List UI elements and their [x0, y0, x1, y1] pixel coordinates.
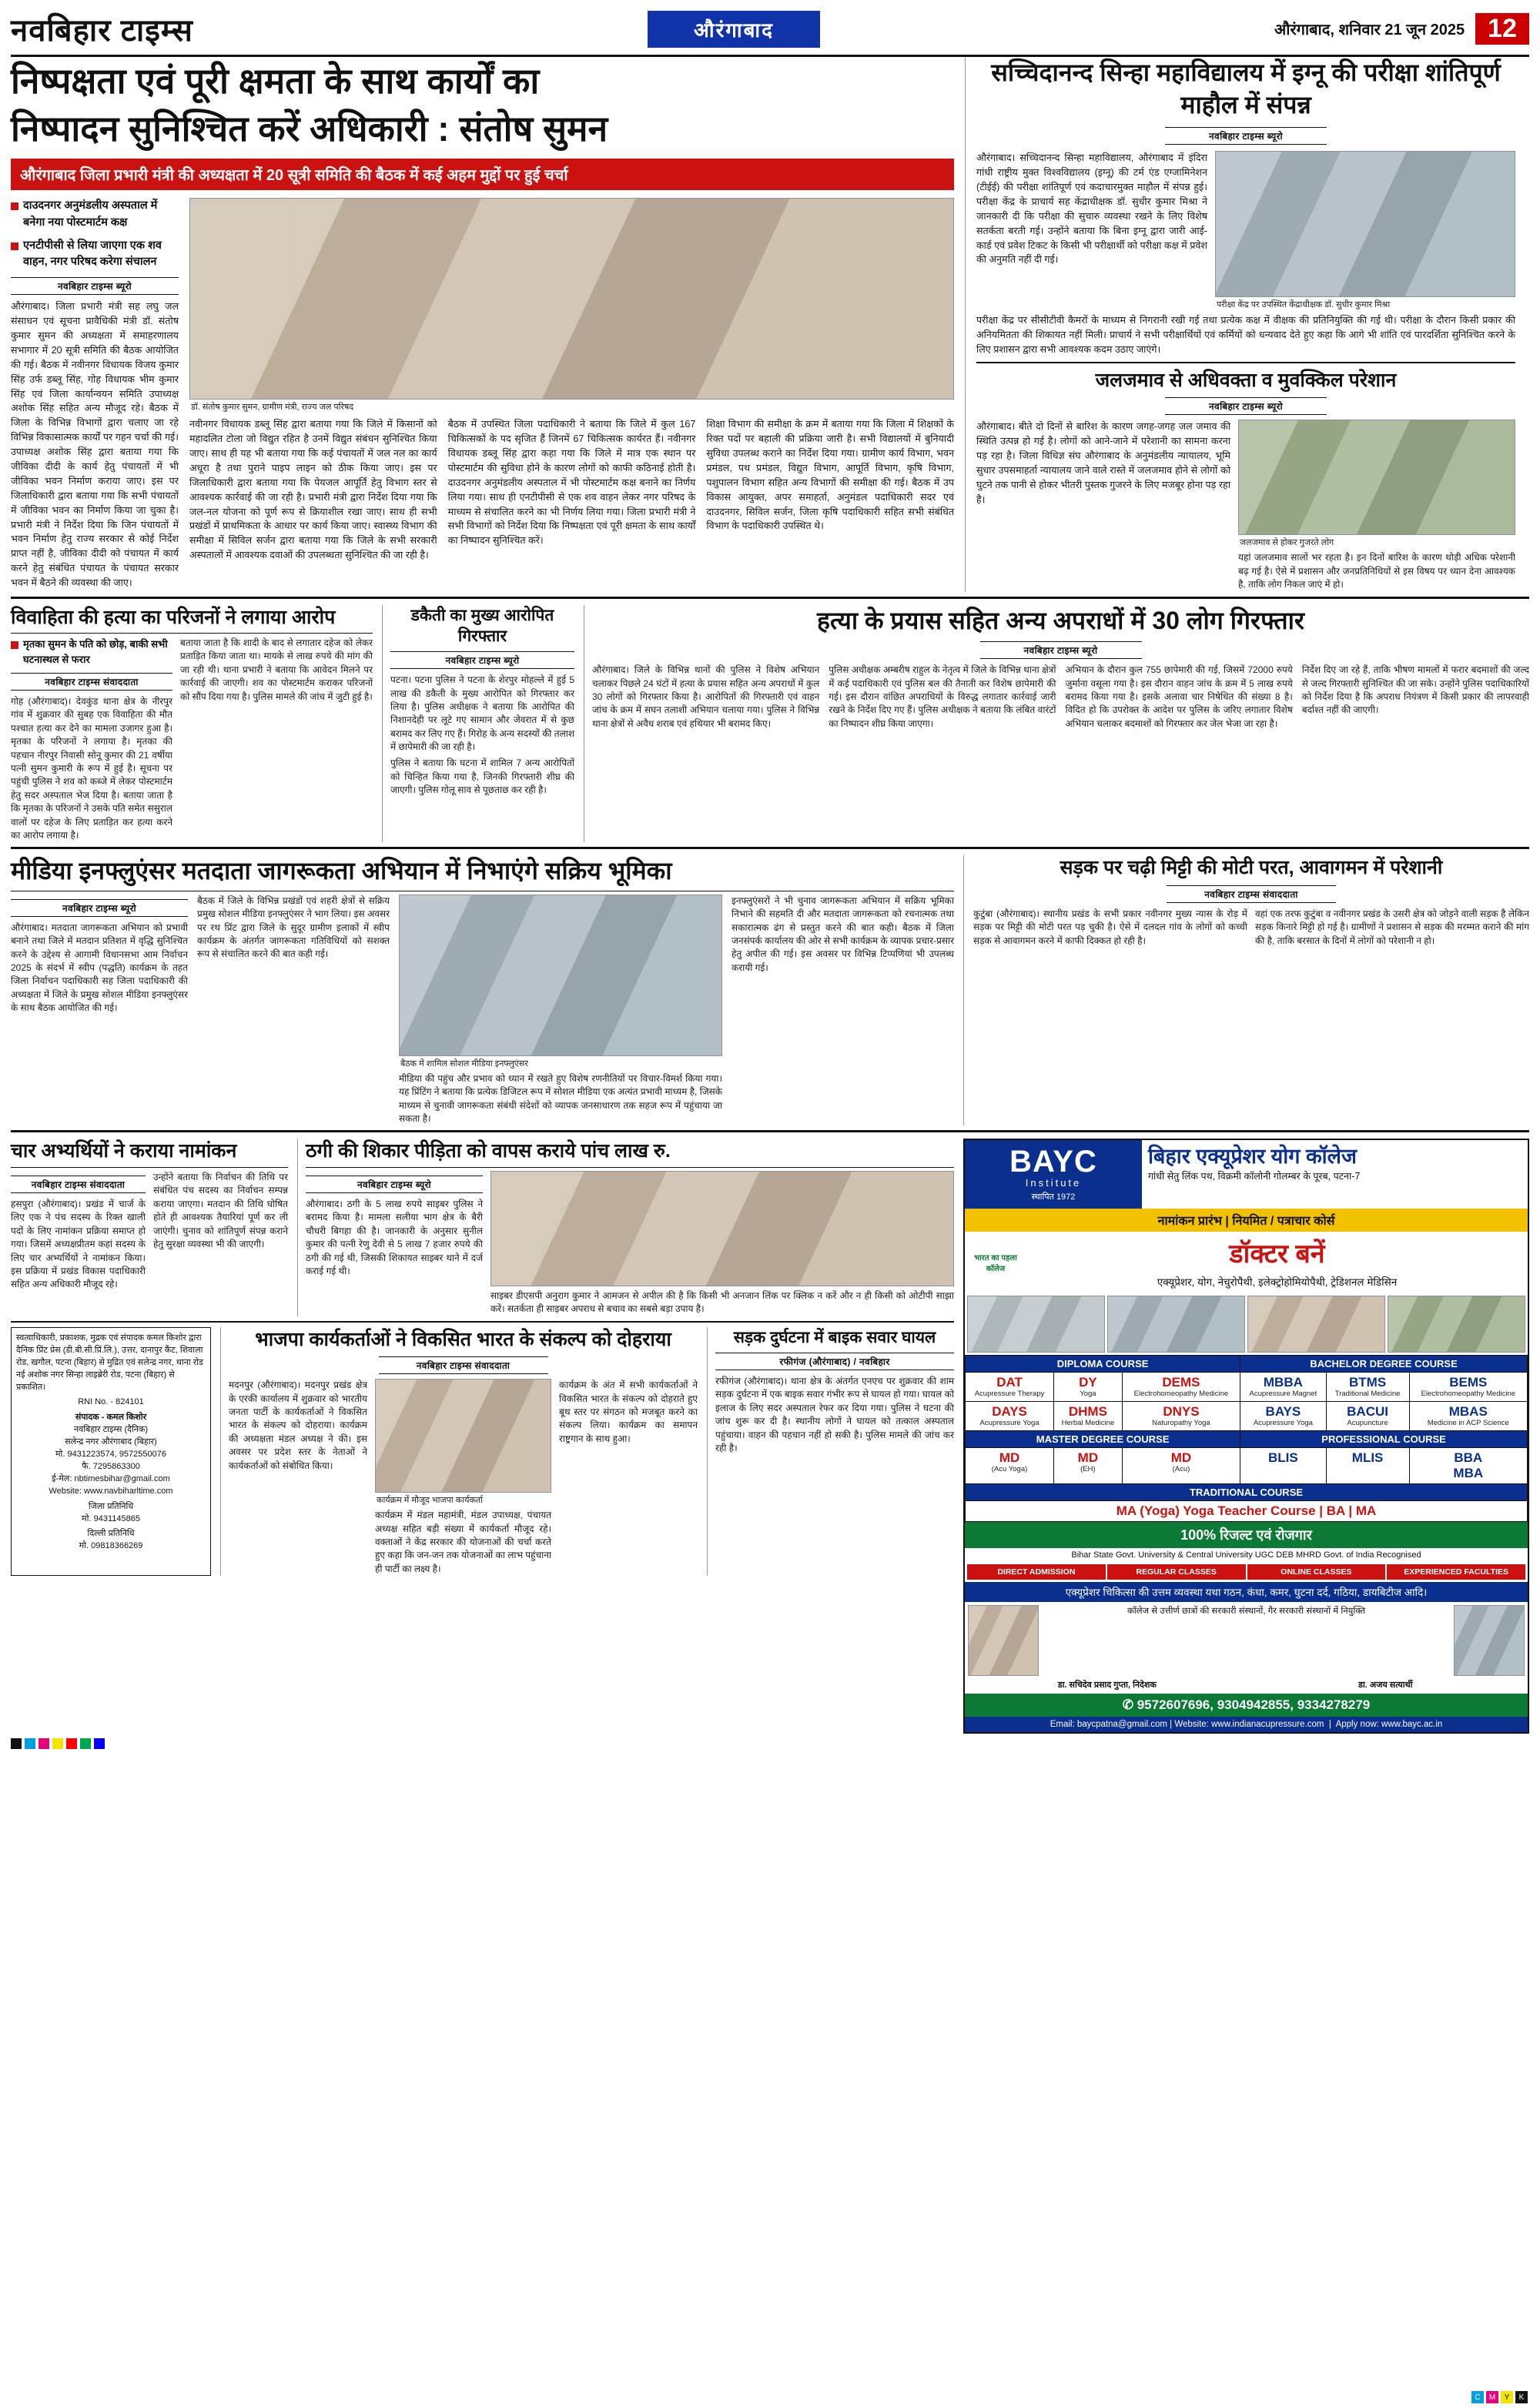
- right-column: [965, 57, 1515, 592]
- lead-bullets: [11, 198, 179, 590]
- lead-bullet-1: दाउदनगर अनुमंडलीय अस्पताल में बनेगा नया पोस्टमार्टम कक्ष: [23, 199, 158, 229]
- ad-campus-photo-4: [1388, 1296, 1525, 1353]
- nomination-byline: नवबिहार टाइम्स संवाददाता: [11, 1176, 146, 1193]
- lead-bullet-2: एनटीपीसी से लिया जाएगा एक शव वाहन, नगर परिषद करेगा संचालन: [23, 239, 162, 269]
- lead-byline: नवबिहार टाइम्स ब्यूरो: [11, 277, 179, 295]
- ad-professional-header: PROFESSIONAL COURSE: [1240, 1431, 1528, 1448]
- ad-course-code: DAYS: [992, 1404, 1027, 1420]
- ad-traditional-header: TRADITIONAL COURSE: [966, 1484, 1528, 1501]
- imprint-delhi-mobile: मो. 09818366269: [79, 1540, 143, 1550]
- ad-course-code: MBA: [1453, 1466, 1484, 1481]
- lead-body-col3: बैठक में उपस्थित जिला पदाधिकारी ने बताया कि जिले में कुल 167 चिकित्सकों के पद सृजित हैं जिनमें 67 चिकित्सक कार्यरत हैं। नवीनगर विधायक डब्लू सिंह द्वारा कहा गया कि जिले में मात्र एक स्थान पर पोस्टमार्टम की सुविधा होने के कारण लोगों को काफी कठिनाई होती है। दाउदनगर अनुमंडलीय अस्पताल में भी पोस्टमार्टम कक्ष बनाने का निर्णय लिया गया। साथ ही एनटीपीसी से एक शव वाहन लेकर नगर परिषद के माध्यम से संचालित करने का भी निर्णय लिया गया। जिला प्रभारी मंत्री ने सभी विभागों को निर्देश दिया कि निष्पक्षता एवं पूरी क्षमता के साथ कार्यों का निष्पादन सुनिश्चित करें।: [447, 419, 696, 547]
- top-section: [11, 57, 1529, 592]
- article-influencer: [11, 855, 954, 1125]
- ignou-photo: [1215, 151, 1515, 297]
- ad-course-desc: Electrohomeopathy Medicine: [1421, 1390, 1516, 1399]
- ad-course-code: MD: [1170, 1450, 1192, 1466]
- bjp-photo-caption: कार्यक्रम में मौजूद भाजपा कार्यकर्ता: [377, 1496, 484, 1506]
- fraud-byline: नवबिहार टाइम्स ब्यूरो: [306, 1176, 483, 1193]
- imprint-rni: RNI No. - 824101: [78, 1397, 144, 1407]
- ad-course-code: MBBA: [1263, 1375, 1303, 1390]
- fraud-photo: [490, 1171, 954, 1286]
- ad-course-desc: Acupressure Yoga: [979, 1419, 1040, 1428]
- ad-course-code: DY: [1079, 1375, 1097, 1390]
- article-vivahita: [11, 605, 373, 843]
- influencer-headline: मीडिया इनफ्लुएंसर मतदाता जागरूकता अभियान में निभाएंगे सक्रिय भूमिका: [11, 857, 672, 885]
- bottom-left-block: [11, 1139, 954, 1734]
- influencer-byline: नवबिहार टाइम्स ब्यूरो: [11, 899, 188, 917]
- ad-course-table: [965, 1355, 1528, 1522]
- phone-icon: ✆: [1122, 1697, 1133, 1713]
- ignou-byline: नवबिहार टाइम्स ब्यूरो: [1165, 127, 1327, 145]
- row-crime: [11, 605, 1529, 843]
- ad-course-code: BLIS: [1268, 1450, 1298, 1466]
- dakaiti-headline: डकैती का मुख्य आरोपित गिरफ्तार: [410, 606, 554, 645]
- fraud-body-col2: साइबर डीएसपी अनुराग कुमार ने आमजन से अपील की है कि किसी भी अनजान लिंक पर क्लिक न करें और न ही किसी को ओटीपी साझा करें। सतर्कता ही साइबर अपराध से बचाव का सबसे बड़ा उपाय है।: [490, 1289, 954, 1315]
- ad-button-experienced-faculties[interactable]: EXPERIENCED FACULTIES: [1387, 1564, 1525, 1580]
- ignou-body-col1: औरंगाबाद। सच्चिदानन्द सिन्हा महाविद्यालय, औरंगाबाद में इंदिरा गांधी राष्ट्रीय मुक्त विश्वविद्यालय (इग्नू) की टर्म एंड एग्जामिनेशन (टीईई) की परीक्षा शांतिपूर्ण एवं कदाचारमुक्त माहौल में संपन्न हुई। परीक्षा केंद्र के प्राचार्य सह केंद्राधीक्षक डॉ. सुधीर कुमार मिश्रा ने जानकारी दी कि परीक्षा की सुचारु व्यवस्था रखने के लिए विशेष सतर्कता बरती गई। उन्होंने बताया कि बिना इग्नू द्वारा जारी आई-कार्ड एवं प्रवेश टिकट के किसी भी परीक्षार्थी को परीक्षा कक्ष में प्रवेश की अनुमति नहीं दी गई।: [976, 152, 1207, 266]
- ad-course-desc: Traditional Medicine: [1334, 1390, 1401, 1399]
- imprint-district-rep: जिला प्रतिनिधि: [88, 1501, 134, 1511]
- bjp-body-col3: कार्यक्रम के अंत में सभी कार्यकर्ताओं ने विकसित भारत के संकल्प को दोहराते हुए बूथ स्तर पर संगठन को मजबूत करने का संकल्प लिया। कार्यक्रम का समापन राष्ट्रगान के साथ हुआ।: [559, 1380, 698, 1444]
- ad-apply-link[interactable]: Apply now: www.bayc.ac.in: [1335, 1720, 1443, 1730]
- arrests-body-col4: निर्देश दिए जा रहे हैं, ताकि भीषण मामलों में फरार बदमाशों की जल्द से जल्द गिरफ्तारी सुनिश्चित की जा सके। उन्होंने पुलिस पदाधिकारियों को निर्देश दिया है कि अपराध नियंत्रण में किसी प्रकार की लापरवाही बर्दाश्त नहीं की जाएगी।: [1301, 664, 1529, 716]
- ad-established: स्थापित 1972: [1031, 1192, 1076, 1202]
- fraud-body-col1: औरंगाबाद। ठगी के 5 लाख रुपये साइबर पुलिस ने बरामद किया है। मामला सलीया भाग क्षेत्र के बैरी चौधरी बिगहा की है। जानकारी के अनुसार सुनील कुमार की पत्नी रेणु देवी से 5 लाख 7 हजार रुपये की ठगी की गई थी, जिसकी शिकायत साइबर थाने में दर्ज कराई गई थी।: [306, 1198, 483, 1276]
- waterlog-headline: जलजमाव से अधिवक्ता व मुवक्किल परेशान: [1095, 369, 1397, 391]
- ad-course-code: BBA: [1454, 1450, 1483, 1466]
- ad-course-desc: Naturopathy Yoga: [1152, 1419, 1210, 1428]
- imprint-address: सलेन्द्र नगर औरंगाबाद (बिहार): [65, 1437, 157, 1447]
- ad-traditional-courses: MA (Yoga) Yoga Teacher Course | BA | MA: [1116, 1503, 1377, 1519]
- imprint-website: Website: www.navbiharltime.com: [49, 1487, 173, 1497]
- ad-button-online-classes[interactable]: ONLINE CLASSES: [1247, 1564, 1386, 1580]
- edition-city-badge: औरंगाबाद: [648, 11, 820, 48]
- accident-body: रफीगंज (औरंगाबाद)। थाना क्षेत्र के अंतर्गत एनएच पर शुक्रवार की शाम सड़क दुर्घटना में एक बाइक सवार गंभीर रूप से घायल हो गया। घायल को इलाज के लिए सदर अस्पताल रेफर कर दिया गया। पुलिस ने घटना की जांच शुरू कर दी है। स्थानीय लोगों ने घायल को तत्काल अस्पताल पहुंचाया। वाहन की पहचान नहीं हो सकी है। पुलिस मामले की जांच कर रही है।: [715, 1376, 954, 1454]
- article-dakaiti: [382, 605, 574, 843]
- bjp-byline: नवबिहार टाइम्स संवाददाता: [379, 1356, 548, 1374]
- ad-course-code: MD: [1077, 1450, 1099, 1466]
- ad-course-code: BEMS: [1449, 1375, 1488, 1390]
- lead-photo-caption: डॉ. संतोष कुमार सुमन, ग्रामीण मंत्री, राज्य जल परिषद: [191, 403, 354, 413]
- ad-course-desc: Herbal Medicine: [1061, 1419, 1115, 1428]
- article-road-mud: [963, 855, 1529, 1125]
- ad-master-header: MASTER DEGREE COURSE: [966, 1431, 1240, 1448]
- article-accident: [707, 1327, 954, 1576]
- arrests-body-col3: अभियान के दौरान कुल 755 छापेमारी की गई, जिसमें 72000 रुपये जुर्माना वसूला गया है। इस दौरान वाहन जांच के क्रम में 5 लाख रुपये बरामद किया गया है। इसके अलावा चार निषेधित की संख्या 8 है। विदित हो कि उपरोक्त के आदेश पर पुलिस के जरिए लगातार विशेष अभियान चलाकर बदमाशों को गिरफ्तार कर जेल भेजा जा रहा है।: [1065, 664, 1293, 729]
- ad-course-code: BAYS: [1265, 1404, 1301, 1420]
- ad-course-code: BTMS: [1349, 1375, 1387, 1390]
- ad-badge: भारत का पहला कॉलेज: [974, 1254, 1017, 1274]
- lead-body-col4: शिक्षा विभाग की समीक्षा के क्रम में बताया गया कि जिला में शिक्षकों के रिक्त पदों पर बहाली की प्रक्रिया जारी है। सभी विद्यालयों में बुनियादी सुविधा उपलब्ध कराने का निर्देश दिया गया। ग्रामीण कार्य विभाग, भवन प्रमंडल, पथ प्रमंडल, विद्युत विभाग, आपूर्ति विभाग, कृषि विभाग, पशुपालन विभाग सहित अन्य विभागों की समीक्षा की गई। बैठक में उप विकास आयुक्त, अपर समाहर्ता, अनुमंडल पदाधिकारी सदर एवं दाउदनगर, सिविल सर्जन, जिला कृषि पदाधिकारी सहित सभी संबंधित विभाग के पदाधिकारी उपस्थित थे।: [706, 419, 955, 532]
- lead-headline-line2: निष्पादन सुनिश्चित करें अधिकारी : संतोष सुमन: [11, 109, 608, 149]
- fraud-headline: ठगी की शिकार पीड़िता को वापस कराये पांच लाख रु.: [306, 1140, 671, 1162]
- lead-article: [11, 57, 954, 592]
- imprint-district-mobile: मो. 9431145865: [82, 1513, 140, 1523]
- imprint-delhi-rep: दिल्ली प्रतिनिधि: [87, 1528, 135, 1538]
- cmyk-m: M: [1486, 2391, 1498, 2403]
- cmyk-y: Y: [1501, 2391, 1513, 2403]
- color-swatch: [80, 1738, 91, 1749]
- bullet-square-icon: [11, 641, 18, 649]
- ad-campus-photo-1: [967, 1296, 1105, 1353]
- imprint-email: ई-मेल: nbtimesbihar@gmail.com: [52, 1474, 170, 1484]
- bullet-square-icon: [11, 202, 18, 210]
- influencer-photo: [399, 895, 722, 1056]
- ad-course-desc: Acupuncture: [1347, 1419, 1388, 1428]
- vivahita-headline: विवाहिता की हत्या का परिजनों ने लगाया आरोप: [11, 606, 336, 628]
- roadmud-byline: नवबिहार टाइम्स संवाददाता: [1167, 885, 1336, 903]
- ad-course-desc: Acupressure Yoga: [1253, 1419, 1313, 1428]
- ad-person-name-right: डा. अजय सत्यार्थी: [1358, 1681, 1413, 1691]
- ad-course-desc: (EH): [1080, 1465, 1096, 1474]
- vivahita-body-col2: बताया जाता है कि शादी के बाद से लगातार दहेज को लेकर प्रताड़ित किया जाता था। मायके से लाख रुपये की मांग की जा रही थी। थाना प्रभारी ने बताया कि आवेदन मिलने पर कार्रवाई की जाएगी। शव का पोस्टमार्टम कराकर परिजनों को सौंप दिया गया है। पुलिस मामले की जांच में जुटी हुई है।: [180, 637, 373, 702]
- article-bjp: [220, 1327, 698, 1576]
- ad-diploma-header: DIPLOMA COURSE: [966, 1356, 1240, 1373]
- nomination-headline: चार अभ्यर्थियों ने कराया नामांकन: [11, 1140, 237, 1162]
- ad-brand-sub: Institute: [1025, 1177, 1082, 1189]
- bjp-headline: भाजपा कार्यकर्ताओं ने विकसित भारत के संकल्प को दोहराया: [255, 1328, 671, 1350]
- advertisement-bayc[interactable]: BAYC Institute स्थापित 1972 बिहार एक्यूप्रेशर योग कॉलेज गांधी सेतु लिंक पथ, विक्रमी कॉलोनी गोलम्बर के पूरब, पटना-7 नामांकन प्रारंभ | नियमित / पत्राचार कोर्स भारत का पहला कॉलेज डॉक्टर बनें एक्यूप्रेशर, योग, नेचुरोपैथी, इलेक्ट्रोहोमियोपैथी, ट्रेडिशनल मेडिसिन DIPLOMA COURSE BACHELOR DEGREE COURSE DAT Acupressure Therapy DY Yoga DEMS Electrohomeopathy Medicine MBBA Acupressure Magnet BTMS Traditional Medicine BEMS Electrohomeopathy Medicine DAYS Acupressure Yoga DHMS Herbal Medicine DNYS Naturopathy Yoga BAYS Acupressure Yoga BACUI Acupuncture MBAS Medicine in ACP Science MASTER DEGREE COURSE PROFESSIONAL COURSE MD (Acu Yoga) MD (EH) MD (Acu) BLIS MLIS BBA MBA TRADITIONAL COURSE MA (Yoga) Yoga Teacher Course | BA | MA 100% रिजल्ट एवं रोजगार Bihar State Govt. University & Central University UGC DEB MHRD Govt. of India Recognised DIRECT ADMISSION REGULAR CLASSES ONLINE CLASSES EXPERIENCED FACULTIES एक्यूप्रेशर चिकित्सा की उत्तम व्यवस्था यथा गठन, कंधा, कमर, घुटना दर्द, गठिया, डायबिटीज आदि। कॉलेज से उत्तीर्ण छात्रों की सरकारी संस्थानों, गैर सरकारी संस्थानों में नियुक्ति डा. सचिदेव प्रसाद गुप्ता, निदेशक डा. अजय सत्यार्थी ✆ 9572607696, 9304942855, 9334278279 Email: baycpatna@gmail.com | Website: www.indianacupressure.com | Apply now: www.bayc.ac.in: [963, 1139, 1529, 1734]
- color-swatch: [38, 1738, 49, 1749]
- ad-course-code: MLIS: [1351, 1450, 1384, 1466]
- lead-subheadline-bar: औरंगाबाद जिला प्रभारी मंत्री की अध्यक्षता में 20 सूत्री समिति की बैठक में कई अहम मुद्दों पर हुई चर्चा: [11, 159, 954, 190]
- bjp-body-col1: मदनपुर (औरंगाबाद)। मदनपुर प्रखंड क्षेत्र के एरकी कार्यालय में शुक्रवार को भारतीय जनता पार्टी के कार्यकर्ताओं ने विकसित भारत के संकल्प को दोहराया। कार्यक्रम की अध्यक्षता मंडल अध्यक्ष ने की। इस अवसर पर प्रदेश स्तर के नेताओं ने कार्यकर्ताओं को संबोधित किया।: [229, 1380, 367, 1471]
- ad-title-hindi: बिहार एक्यूप्रेशर योग कॉलेज: [1148, 1145, 1358, 1169]
- waterlog-body-col1: औरंगाबाद। बीते दो दिनों से बारिश के कारण जगह-जगह जल जमाव की स्थिति उत्पन्न हो गई है। लोगों को आने-जाने में परेशानी का सामना करना पड़ रहा है। जिला विधिज्ञ संघ औरंगाबाद के अनुमंडलीय न्यायालय, भूमि सुधार उपसमाहर्ता न्यायालय जाने वाले रास्ते में जलजमाव होने से लोगों को घुटने तक पानी से होकर भीतरी पुस्तक गुजरने के लिए मजबूर होना पड़ रहा है।: [976, 421, 1230, 505]
- masthead-right: [1274, 13, 1529, 45]
- influencer-body-col3: मीडिया की पहुंच और प्रभाव को ध्यान में रखते हुए विशेष रणनीतियों पर विचार-विमर्श किया गया। यह प्रिंटिंग ने बताया कि प्रत्येक डिजिटल रूप में सोशल मीडिया एक अत्यंत प्रभावी माध्यम है, जिसके माध्यम से चुनावी जागरूकता संबंधी संदेशों को व्यापक जनसाधारण तक सहज रूप में पहुंचाया जा सकता है।: [399, 1072, 722, 1125]
- ad-admission-strip: नामांकन प्रारंभ | नियमित / पत्राचार कोर्स: [965, 1209, 1528, 1232]
- ad-course-desc: Acupressure Magnet: [1249, 1390, 1317, 1399]
- ad-course-code: DAT: [996, 1375, 1023, 1390]
- bjp-body-col2: कार्यक्रम में मंडल महामंत्री, मंडल उपाध्यक्ष, पंचायत अध्यक्ष सहित बड़ी संख्या में कार्यकर्ता मौजूद रहे। वक्ताओं ने केंद्र सरकार की योजनाओं की चर्चा करते हुए कहा कि जन-जन तक योजनाओं का लाभ पहुंचाना ही पार्टी का लक्ष्य है।: [375, 1510, 551, 1574]
- imprint-box: [11, 1327, 211, 1576]
- ad-courses-line: एक्यूप्रेशर, योग, नेचुरोपैथी, इलेक्ट्रोहोमियोपैथी, ट्रेडिशनल मेडिसिन: [1157, 1276, 1398, 1289]
- ad-brand: BAYC: [1009, 1145, 1097, 1179]
- ad-person-photo-left: [968, 1605, 1039, 1676]
- bjp-photo: [375, 1379, 551, 1493]
- ad-doctor-line: डॉक्टर बनें: [1229, 1239, 1325, 1269]
- dakaiti-body-col2: पुलिस ने बताया कि घटना में शामिल 7 अन्य आरोपितों को चिन्हित किया गया है, जिनकी गिरफ्तारी शीघ्र की जाएगी। पुलिस गोलू साव से पूछताछ कर रही है।: [390, 758, 574, 796]
- imprint-mobile: मो. 9431223574, 9572550076: [55, 1450, 166, 1460]
- cmyk-marks: [1471, 2391, 1528, 2403]
- vivahita-body-col1: गोह (औरंगाबाद)। देवकुंड थाना क्षेत्र के नीरपुर गांव में शुक्रवार की सुबह एक विवाहिता की मौत पश्चात हत्या कर देने का मामला उजागर हुआ है। मृतका के परिजनों ने लगाया है। मृतका की पहचान नीरपुर निवासी सोनू कुमार की 21 वर्षीया पत्नी सुमन कुमारी के रूप में हुई है। सूचना पर पहुंची पुलिस ने शव को कब्जे में लेकर पोस्टमार्टम हेतु सदर अस्पताल भेज दिया है। बताया जाता है कि मृतका के परिजनों ने उसके पति समेत ससुराल वालों पर दहेज के लिए प्रताड़ित कर हत्या करने का आरोप लगाया है।: [11, 696, 172, 841]
- dakaiti-byline: नवबिहार टाइम्स ब्यूरो: [390, 651, 574, 669]
- ad-course-desc: Medicine in ACP Science: [1427, 1419, 1509, 1428]
- imprint-fax: फै. 7295863300: [82, 1462, 140, 1472]
- ad-course-desc: Electrohomeopathy Medicine: [1133, 1390, 1229, 1399]
- ad-course-desc: (Acu Yoga): [991, 1465, 1028, 1474]
- ad-logo: [965, 1140, 1142, 1209]
- dakaiti-body-col1: पटना। पटना पुलिस ने पटना के शेरपुर मोहल्ले में हुई 5 लाख की डकैती के मुख्य आरोपित को गिरफ्तार कर लिया है। पुलिस अधीक्षक ने बताया कि आरोपित की निशानदेही पर लूटे गए सामान और जेवरात में से कुछ बरामद कर लिए गए हैं। गिरोह के अन्य सदस्यों की तलाश में छापेमारी की जा रही है।: [390, 674, 574, 753]
- color-swatch: [66, 1738, 77, 1749]
- ad-course-code: BACUI: [1347, 1404, 1388, 1420]
- cmyk-k: K: [1515, 2391, 1528, 2403]
- ignou-photo-caption: परीक्षा केंद्र पर उपस्थित केंद्राधीक्षक डॉ. सुधीर कुमार मिश्रा: [1217, 300, 1391, 310]
- publication-title: नवबिहार टाइम्स: [11, 14, 193, 48]
- row-influencer: [11, 855, 1529, 1125]
- ad-button-direct-admission[interactable]: DIRECT ADMISSION: [967, 1564, 1106, 1580]
- arrests-headline: हत्या के प्रयास सहित अन्य अपराधों में 30 लोग गिरफ्तार: [817, 606, 1304, 634]
- waterlog-body-col2: यहां जलजमाव सालों भर रहता है। इन दिनों बारिश के कारण थोड़ी अधिक परेशानी बढ़ गई है। ऐसे में प्रशासन और जनप्रतिनिधियों से इस विषय पर ध्यान देना आवश्यक है, ताकि लोग निकल जाएं में हो।: [1238, 552, 1515, 590]
- ad-course-code: MD: [999, 1450, 1020, 1466]
- ad-result-line: 100% रिजल्ट एवं रोजगार: [965, 1522, 1528, 1548]
- issue-date: औरंगाबाद, शनिवार 21 जून 2025: [1274, 21, 1465, 38]
- lead-body-col2: नवीनगर विधायक डब्लू सिंह द्वारा बताया गया कि जिले में किसानों को महादलित टोला जो विद्युत रहित है उनमें विद्युत संबंधन सुनिश्चित किया जाए। साथ ही यह भी बताया गया कि कई पंचायतों में जल नल का कार्य अधूरा है तथा पुराने पाइप लाइन को ठीक किया जाए। इस पर जिलाधिकारी द्वारा बताया गया कि पेयजल आपूर्ति हेतु विभाग स्तर से आवश्यक कार्रवाई की जा रही है। प्रभारी मंत्री द्वारा निर्देश दिया गया कि जल-नल योजना को पूर्ण रूप से क्रियाशील रखा जाए। साथ ही सभी प्रखंडों में प्राथमिकता के आधार पर कार्य किया जाए। स्वास्थ्य विभाग की समीक्षा में सिविल सर्जन द्वारा बताया गया कि जिले के सभी सरकारी अस्पतालों में आवश्यक दवाओं की उपलब्धता सुनिश्चित की जा रही है।: [189, 419, 437, 561]
- bullet-square-icon: [11, 242, 18, 250]
- ignou-headline: सच्चिदानन्द सिन्हा महाविद्यालय में इग्नू की परीक्षा शांतिपूर्ण माहौल में संपन्न: [991, 59, 1501, 119]
- ignou-body-col2: परीक्षा केंद्र पर सीसीटीवी कैमरों के माध्यम से निगरानी रखी गई तथा प्रत्येक कक्ष में वीक्षक की प्रतिनियुक्ति की गई थी। परीक्षा के दौरान किसी प्रकार की अनियमितता की शिकायत नहीं मिली। प्राचार्य ने सभी परीक्षार्थियों एवं कर्मियों को धन्यवाद देते हुए कहा कि आगे भी शांति एवं पारदर्शिता सुनिश्चित करने के लिए प्रशासन द्वारा सभी आवश्यक कदम उठाए जाएंगे।: [976, 315, 1515, 355]
- ad-course-desc: Yoga: [1080, 1390, 1096, 1399]
- ad-bachelor-header: BACHELOR DEGREE COURSE: [1240, 1356, 1528, 1373]
- ad-course-code: DNYS: [1163, 1404, 1200, 1420]
- article-fraud: [297, 1139, 954, 1316]
- imprint-line-1: स्वत्वाधिकारी, प्रकाशक, मुद्रक एवं संपादक कमल किशोर द्वारा दैनिक प्रिंट प्रेस (डी.बी.सी.प्रिं.लि.), उत्तर, दानापुर कैंट, शिवाला रोड, खगौल, पटना (बिहार) से मुद्रित एवं सलेन्द्र नगर, थाना रोड नई अशोक नगर सिन्हा लाइब्रेरी रोड, पटना (बिहार) से प्रकाशित।: [16, 1333, 204, 1392]
- waterlog-byline: नवबिहार टाइम्स ब्यूरो: [1165, 397, 1327, 415]
- ad-email-website[interactable]: Email: baycpatna@gmail.com | Website: www.indianacupressure.com: [1050, 1720, 1324, 1730]
- ad-course-code: DHMS: [1068, 1404, 1107, 1420]
- lead-body-col1: औरंगाबाद। जिला प्रभारी मंत्री सह लघु जल संसाधन एवं सूचना प्रावैधिकी मंत्री डॉ. संतोष कुमार सुमन की अध्यक्षता में समाहरणालय सभागार में 20 सूत्री समिति की बैठक आयोजित की गई। बैठक में नवीनगर विधायक विजय कुमार सिंह उर्फ डब्लू सिंह, गोह विधायक भीम कुमार सिंह एवं जिला कार्यान्वयन समिति उपाध्यक्ष अशोक सिंह सहित अन्य मौजूद रहे। बैठक में जिला के विभिन्न विभागों द्वारा चलाए जा रहे विभिन्न विकासात्मक कार्यों पर गहन चर्चा की गई। उपाध्यक्ष अशोक सिंह द्वारा बताया गया कि जीविका दीदी के कार्य हेतु पंचायतों में भी जीविका भवन निर्माण कराया जाए। इस पर जिलाधिकारी द्वारा बताया गया कि सभी पंचायतों में जीविका भवन का निर्माण किया जा चुका है। प्रभारी मंत्री ने निर्देश दिया कि जिन पंचायतों में भवन निर्माण हेतु राज्य सरकार से कोई निर्देश प्राप्त नहीं है, जीविका दीदी को पंचायत में कार्य करने हेतु संबंधित पंचायत के पंचायत सरकार भवन में बैठने की व्यवस्था की जाए।: [11, 301, 179, 589]
- ad-feature-buttons: [965, 1562, 1528, 1582]
- nomination-body-col1: हसपुरा (औरंगाबाद)। प्रखंड में चार्ज के लिए एक ने पंच सदस्य के रिक्त खाली पदों के लिए नामांकन प्रक्रिया समाप्त हो गया। जिसमें अध्यक्षप्रीतम कहां सदस्य के लिए चार अभ्यर्थियों ने नामांकन किया। इस प्रक्रिया में प्रखंड विकास पदाधिकारी सहित अन्य अधिकारी मौजूद रहे।: [11, 1198, 146, 1290]
- arrests-body-col2: पुलिस अधीक्षक अम्बरीष राहुल के नेतृत्व में जिले के विभिन्न थाना क्षेत्रों में कई पदाधिकारी एवं पुलिस बल की तैनाती कर विशेष छापेमारी की गई। इस दौरान वांछित अपराधियों के विरुद्ध लगातार कार्रवाई जारी रखने के निर्देश दिए गए हैं। पुलिस अधीक्षक ने बताया कि लंबित वारंटों का निष्पादन शीघ्र किया जाएगा।: [829, 664, 1056, 729]
- nomination-body-col2: उन्होंने बताया कि निर्वाचन की तिथि पर संबंधित पंच सदस्य का निर्वाचन सम्पन्न कराया जाएगा। मतदान की तिथि घोषित होते ही आवश्यक तैयारियां पूर्ण कर ली जाएंगी। चुनाव को शांतिपूर्ण संपन्न कराने हेतु सुरक्षा व्यवस्था भी की जाएगी।: [153, 1171, 288, 1249]
- color-swatch: [11, 1738, 22, 1749]
- color-swatch: [52, 1738, 63, 1749]
- masthead: [11, 8, 1529, 57]
- influencer-body-col4: इनफ्लुएंसरों ने भी चुनाव जागरूकता अभियान में सक्रिय भूमिका निभाने की सहमति दी और मतदाता जागरूकता को रचनात्मक तथा सकारात्मक ढंग से प्रस्तुत करने की बात कही। बैठक में जिला जनसंपर्क कार्यालय की ओर से सभी कार्यक्रम के व्यापक प्रचार-प्रसार हेतु अपील की गई। इस अवसर पर विभिन्न टिप्पणियां भी उपलब्ध करायी गई।: [732, 895, 954, 973]
- ad-recognition: Bihar State Govt. University & Central University UGC DEB MHRD Govt. of India Recognised: [1071, 1550, 1421, 1560]
- influencer-body-col1: औरंगाबाद। मतदाता जागरूकता अभियान को प्रभावी बनाने तथा जिले में मतदान प्रतिशत में वृद्धि सुनिश्चित करने के उद्देश्य से आगामी विधानसभा आम निर्वाचन 2025 के संदर्भ में स्वीप (पद्धति) कार्यक्रम के तहत जिला निर्वाचन पदाधिकारी सह जिला पदाधिकारी की अध्यक्षता में जिले के प्रमुख सोशल मीडिया इनफ्लुएंसर के साथ बैठक आयोजित की गई।: [11, 921, 188, 1014]
- accident-byline: रफीगंज (औरंगाबाद) / नवबिहार: [715, 1353, 954, 1370]
- influencer-photo-caption: बैठक में शामिल सोशल मीडिया इनफ्लुएंसर: [400, 1059, 528, 1069]
- waterlog-photo-caption: जलजमाव से होकर गुजरते लोग: [1240, 538, 1334, 548]
- article-nomination: [11, 1139, 288, 1316]
- vivahita-bullet: मृतका सुमन के पति को छोड़, बाकी सभी घटनास्थल से फरार: [23, 638, 168, 665]
- ad-person-photo-right: [1454, 1605, 1525, 1676]
- ad-address: गांधी सेतु लिंक पथ, विक्रमी कॉलोनी गोलम्बर के पूरब, पटना-7: [1148, 1170, 1361, 1182]
- article-arrests: [584, 605, 1529, 843]
- ad-phones[interactable]: 9572607696, 9304942855, 9334278279: [1137, 1697, 1371, 1713]
- ad-treatment-note: एक्यूप्रेशर चिकित्सा की उत्तम व्यवस्था यथा गठन, कंधा, कमर, घुटना दर्द, गठिया, डायबिटीज आदि।: [965, 1582, 1528, 1602]
- imprint-paper: नवबिहार टाइम्स (दैनिक): [73, 1425, 149, 1435]
- ad-campus-photo-2: [1107, 1296, 1245, 1353]
- ad-button-regular-classes[interactable]: REGULAR CLASSES: [1107, 1564, 1246, 1580]
- cmyk-c: C: [1471, 2391, 1484, 2403]
- row-bottom: [11, 1139, 1529, 1734]
- arrests-body-col1: औरंगाबाद। जिले के विभिन्न थानों की पुलिस ने विशेष अभियान चलाकर पिछले 24 घंटों में हत्या के प्रयास सहित अन्य अपराधों में कुल 30 लोगों को गिरफ्तार किया है। आरोपितों की गिरफ्तारी एवं वाहन जांच के क्रम में सघन तलाशी अभियान चलाया गया। पुलिस ने विभिन्न थाना क्षेत्रों से अवैध शराब एवं हथियार भी बरामद किए।: [592, 664, 820, 729]
- lead-headline-line1: निष्पक्षता एवं पूरी क्षमता के साथ कार्यों का: [11, 61, 540, 101]
- roadmud-headline: सड़क पर चढ़ी मिट्टी की मोटी परत, आवागमन में परेशानी: [1060, 857, 1443, 879]
- roadmud-body-col1: कुटुंबा (औरंगाबाद)। स्थानीय प्रखंड के सभी प्रकार नवीनगर मुख्य न्यास के रोड़ में सड़क पर मिट्टी की मोटी परत पड़ चुकी है। ऐसे में दलदल गांव के लोगों को कच्ची सड़क से आवागमन करने में काफी दिक्कत हो रही है।: [973, 908, 1247, 946]
- ad-course-code: DEMS: [1162, 1375, 1200, 1390]
- imprint-editor: संपादक - कमल किशोर: [75, 1413, 147, 1423]
- ad-course-desc: (Acu): [1172, 1465, 1190, 1474]
- ad-campus-images: [965, 1293, 1528, 1355]
- influencer-body-col2: बैठक में जिले के विभिन्न प्रखंडों एवं शहरी क्षेत्रों से सक्रिय प्रमुख सोशल मीडिया इनफ्लुएंसर ने भाग लिया। इस अवसर पर रथ प्रिंट द्वारा जिले के सुदूर ग्रामीण इलाकों में स्वीप कार्यक्रम के अंतर्गत जागरूकता गतिविधियों को सशक्त रूप से संचालित करने की बात कही गई।: [197, 895, 390, 960]
- ad-person-name-left: डा. सचिदेव प्रसाद गुप्ता, निदेशक: [1057, 1681, 1157, 1691]
- vivahita-byline: नवबिहार टाइम्स संवाददाता: [11, 673, 172, 691]
- lead-photo: [189, 198, 954, 400]
- ad-course-desc: Acupressure Therapy: [974, 1390, 1045, 1399]
- ad-campus-photo-3: [1247, 1296, 1385, 1353]
- page-number-badge: 12: [1475, 13, 1529, 45]
- waterlog-photo: [1238, 420, 1515, 535]
- arrests-byline: नवबिहार टाइम्स ब्यूरो: [980, 641, 1142, 659]
- roadmud-body-col2: वहां एक तरफ कुटुंबा व नवीनगर प्रखंड के उसरी क्षेत्र को जोड़ने वाली सड़क है लेकिन सड़क किनारे मिट्टी हो गई है। ग्रामीणों ने प्रशासन से सड़क की मरम्मत कराने की मांग की है, ताकि बरसात के दिनों में लोगों को परेशानी न हो।: [1255, 908, 1529, 946]
- ad-placement-note: कॉलेज से उत्तीर्ण छात्रों की सरकारी संस्थानों, गैर सरकारी संस्थानों में नियुक्ति: [1127, 1607, 1366, 1617]
- ad-course-code: MBAS: [1448, 1404, 1488, 1420]
- color-registration-bar: [11, 1738, 1529, 1749]
- color-swatch: [94, 1738, 105, 1749]
- accident-headline: सड़क दुर्घटना में बाइक सवार घायल: [733, 1328, 936, 1346]
- color-swatch: [25, 1738, 35, 1749]
